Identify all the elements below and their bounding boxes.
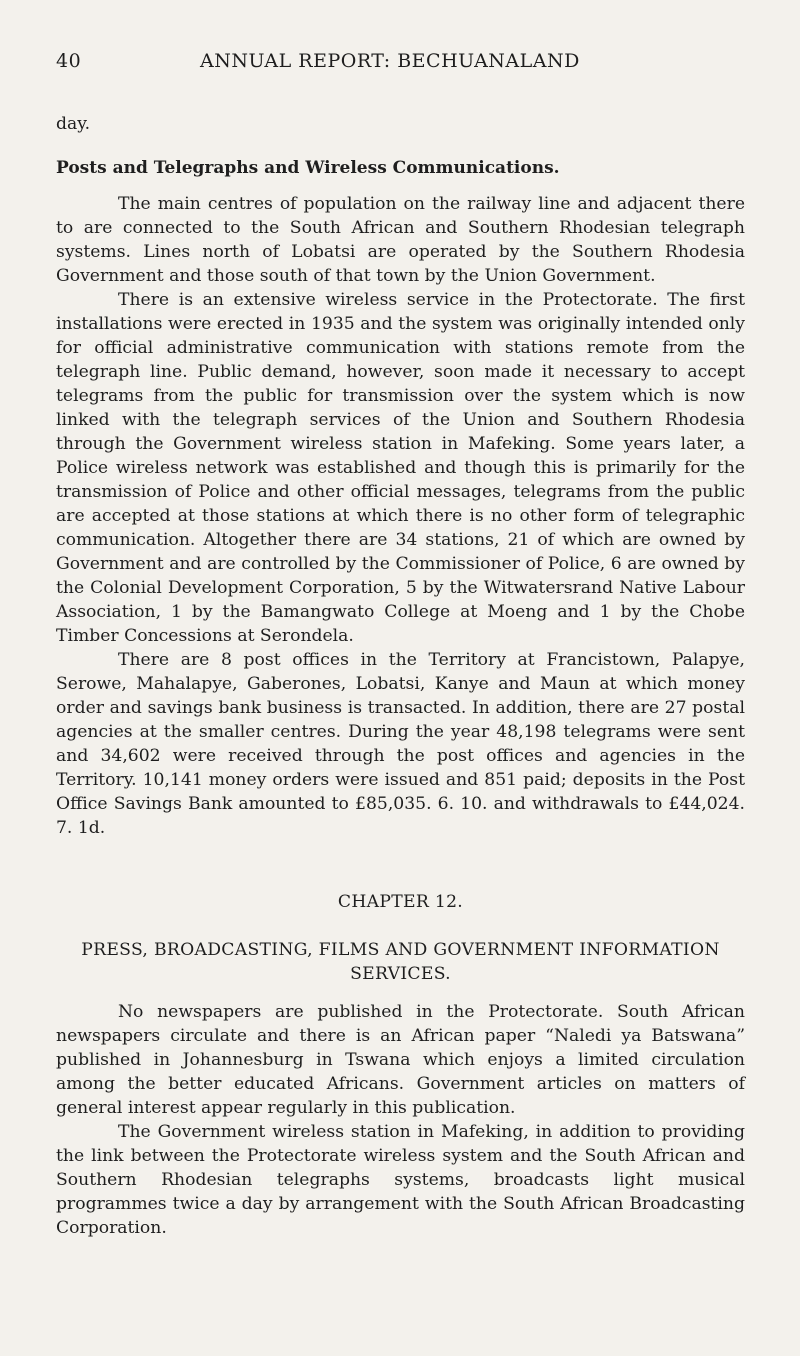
paragraph: The Government wireless station in Mafeking, in addition to providing the link between the Protectorate wireless system and the South African and Southern Rhodesian telegraphs systems, broadcasts light musical programmes twice a day by arrangement with the South African Broadcasting Corporation.	[56, 1122, 745, 1238]
paragraph: There is an extensive wireless service in the Protectorate. The first installations were erected in 1935 and the system was originally intended only for official administrative communication with stations remote from the telegraph line. Public demand, however, soon made it necessary to accept telegrams from the public for transmission over the system which is now linked with the telegraph services of the Union and Southern Rhodesia through the Government wireless station in Mafeking. Some years later, a Police wireless network was established and though this is primarily for the transmission of Police and other official messages, telegrams from the public are accepted at those stations at which there is no other form of telegraphic communication. Altogether there are 34 stations, 21 of which are owned by Government and are controlled by the Commissioner of Police, 6 are owned by the Colonial Development Corporation, 5 by the Witwatersrand Native Labour Association, 1 by the Bamangwato College at Moeng and 1 by the Chobe Timber Concessions at Serondela.	[56, 290, 745, 646]
chapter-section	[56, 890, 745, 1240]
report-title: ANNUAL REPORT: BECHUANALAND	[200, 50, 580, 72]
page-number: 40	[56, 50, 82, 72]
paragraph: There are 8 post offices in the Territory at Francistown, Palapye, Serowe, Mahalapye, Gaberones, Lobatsi, Kanye and Maun at which money order and savings bank business is transacted. In addition, there are 27 postal agencies at the smaller centres. During the year 48,198 telegrams were sent and 34,602 were received through the post offices and agencies in the Territory. 10,141 money orders were issued and 851 paid; deposits in the Post Office Savings Bank amounted to £85,035. 6. 10. and withdrawals to £44,024. 7. 1d.	[56, 650, 745, 838]
continued-text-fragment: day.	[56, 114, 91, 134]
paragraph: No newspapers are published in the Protectorate. South African newspapers circulate and there is an African paper “Naledi ya Batswana” published in Johannesburg in Tswana which enjoys a limited circulation among the better educated Africans. Government articles on matters of general interest appear regularly in this publication.	[56, 1002, 745, 1118]
paragraph: The main centres of population on the railway line and adjacent there to are connected to the South African and Southern Rhodesian telegraph systems. Lines north of Lobatsi are operated by the Southern Rhodesia Government and those south of that town by the Union Government.	[56, 194, 745, 286]
chapter-title: PRESS, BROADCASTING, FILMS AND GOVERNMENT INFORMATION SERVICES.	[81, 940, 720, 984]
page-content	[56, 112, 745, 1240]
running-header	[56, 50, 745, 78]
section-heading: Posts and Telegraphs and Wireless Communications.	[56, 158, 560, 178]
chapter-number: CHAPTER 12.	[337, 892, 464, 912]
posts-telegraphs-section	[56, 156, 745, 840]
